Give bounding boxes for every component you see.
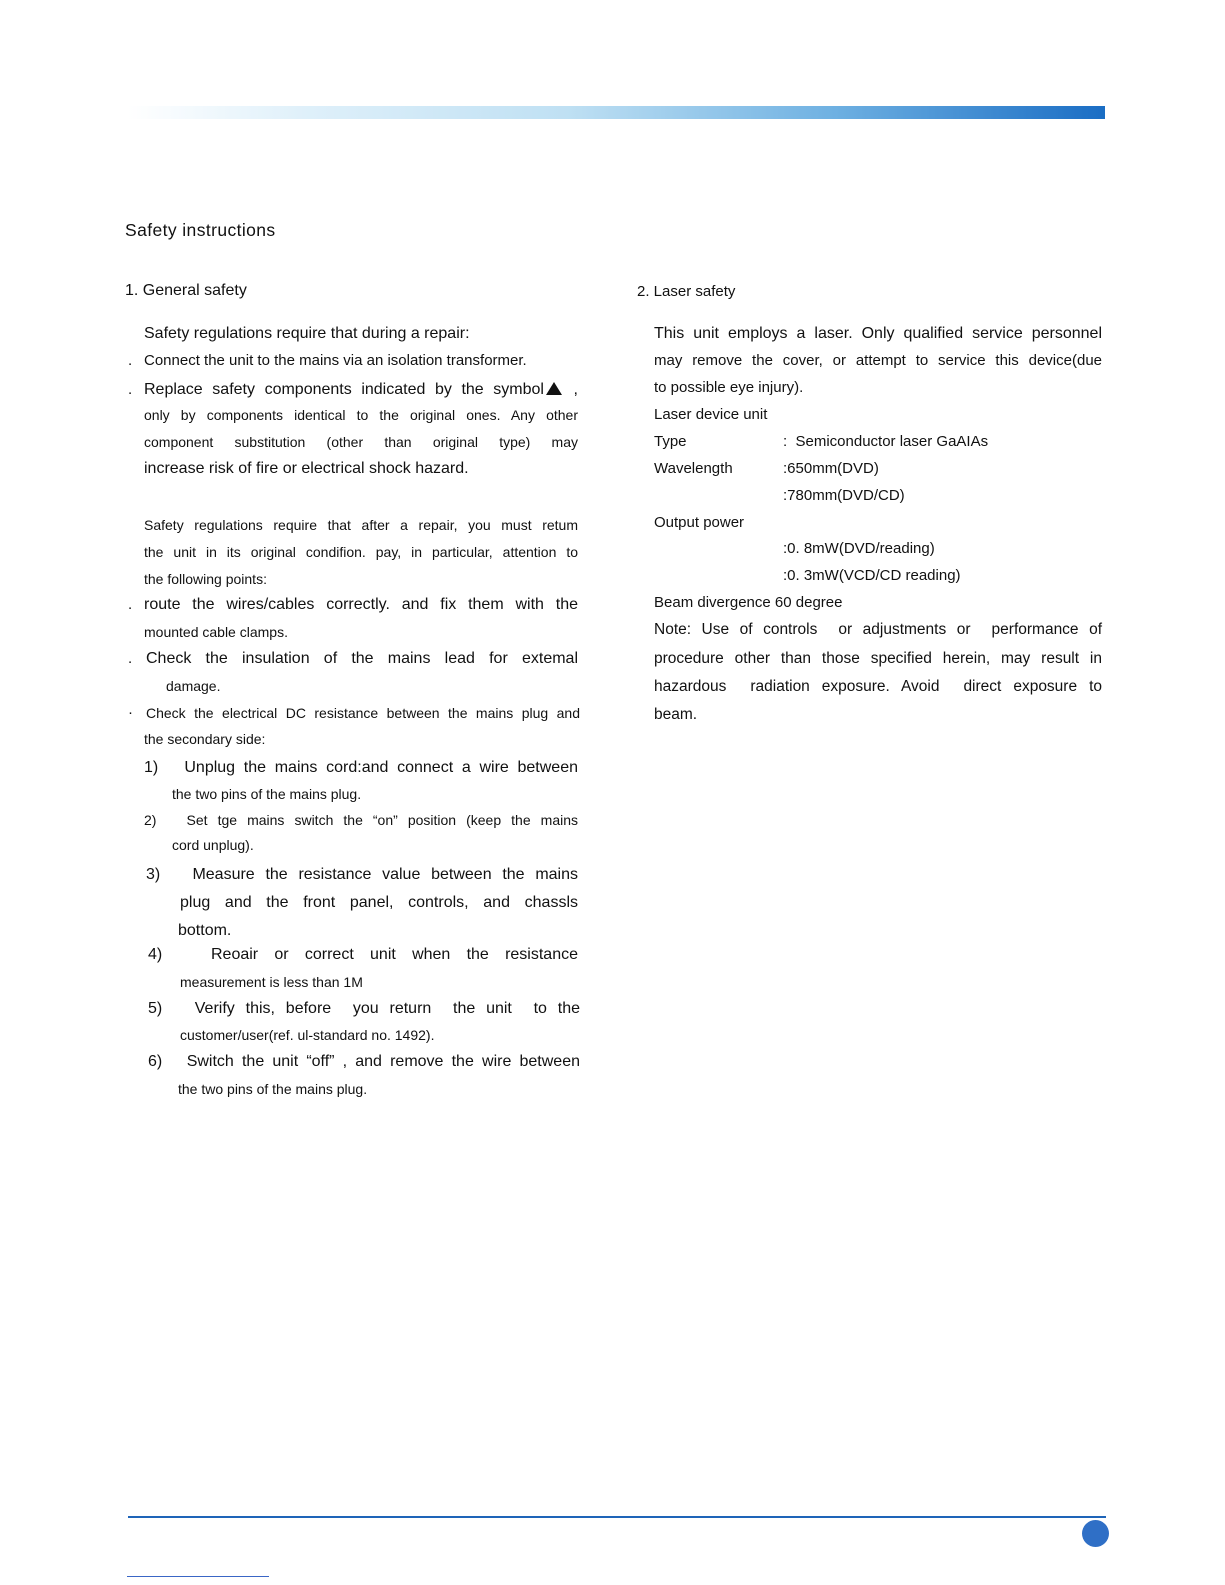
laser-paragraph-line-3: to possible eye injury). xyxy=(654,379,804,396)
laser-paragraph-line-1: This unit employs a laser. Only qualified service personnel xyxy=(654,325,1102,342)
laser-wavelength-cd: :780mm(DVD/CD) xyxy=(783,487,905,504)
replace-components-line-2: only by components identical to the original ones. Any other xyxy=(144,407,578,423)
step-4-line-2: measurement is less than 1M xyxy=(180,974,363,990)
point-route-wires: route the wires/cables correctly. and fix them with the xyxy=(144,596,578,613)
warning-triangle-icon xyxy=(546,382,562,395)
laser-type-value: : Semiconductor laser GaAIAs xyxy=(783,433,989,450)
footer-rule xyxy=(128,1516,1106,1518)
laser-wavelength-dvd: :650mm(DVD) xyxy=(783,460,879,477)
point-check-dc-resistance-line-2: the secondary side: xyxy=(144,731,266,747)
point-check-dc-resistance: Check the electrical DC resistance between the mains plug and xyxy=(146,705,580,721)
laser-paragraph-line-2: may remove the cover, or attempt to service this device(due xyxy=(654,352,1102,369)
point-check-insulation-line-2: damage. xyxy=(166,678,221,694)
step-4: 4) Reoair or correct unit when the resistance xyxy=(148,946,578,963)
replace-components-line-4: increase risk of fire or electrical shock hazard. xyxy=(144,460,469,477)
laser-safety-heading: 2. Laser safety xyxy=(637,283,736,300)
footer-underline xyxy=(127,1576,269,1577)
point-route-wires-line-2: mounted cable clamps. xyxy=(144,624,288,640)
after-repair-line-2: the unit in its original condifion. pay, in particular, attention to xyxy=(144,544,578,560)
laser-output-power-label: Output power xyxy=(654,514,745,531)
after-repair-line-1: Safety regulations require that after a repair, you must retum xyxy=(144,517,578,533)
step-3-line-3: bottom. xyxy=(178,922,232,939)
step-6-line-2: the two pins of the mains plug. xyxy=(178,1081,368,1097)
step-3-line-2: plug and the front panel, controls, and chassls xyxy=(180,894,578,911)
step-3: 3) Measure the resistance value between the mains xyxy=(146,866,578,883)
bullet-mark: . xyxy=(128,596,133,613)
step-2: 2) Set tge mains switch the “on” position (keep the mains xyxy=(144,812,578,828)
bullet-mark: · xyxy=(128,704,133,721)
step-2-line-2: cord unplug). xyxy=(172,837,254,853)
page-marker-dot xyxy=(1082,1520,1109,1547)
laser-type-label: Type xyxy=(654,433,687,450)
after-repair-line-3: the following points: xyxy=(144,571,267,587)
general-intro: Safety regulations require that during a repair: xyxy=(144,325,470,342)
laser-device-unit: Laser device unit xyxy=(654,406,768,423)
point-check-insulation: Check the insulation of the mains lead for extemal xyxy=(146,650,578,667)
laser-note-line-2: procedure other than those specified herein, may result in xyxy=(654,650,1102,667)
page-title: Safety instructions xyxy=(125,220,276,240)
laser-output-dvd: :0. 8mW(DVD/reading) xyxy=(783,540,935,557)
laser-note-line-3: hazardous radiation exposure. Avoid direct exposure to xyxy=(654,678,1102,695)
bullet-replace-components: Replace safety components indicated by the symbol , xyxy=(144,381,579,398)
step-1-line-2: the two pins of the mains plug. xyxy=(172,786,362,802)
general-safety-heading: 1. General safety xyxy=(125,282,247,299)
header-gradient-bar xyxy=(128,106,1105,119)
laser-note-line-1: Note: Use of controls or adjustments or performance of xyxy=(654,621,1102,638)
laser-beam-divergence: Beam divergence 60 degree xyxy=(654,594,843,611)
step-6: 6) Switch the unit “off” , and remove the wire between xyxy=(148,1053,580,1070)
step-5: 5) Verify this, before you return the unit to the xyxy=(148,1000,580,1017)
bullet-mark: . xyxy=(128,650,133,667)
replace-components-line-3: component substitution (other than original type) may xyxy=(144,434,578,450)
bullet-isolation-transformer: Connect the unit to the mains via an isolation transformer. xyxy=(144,352,527,369)
step-1: 1) Unplug the mains cord:and connect a wire between xyxy=(144,759,578,776)
laser-output-cd: :0. 3mW(VCD/CD reading) xyxy=(783,567,961,584)
bullet-mark: . xyxy=(128,381,133,398)
laser-wavelength-label: Wavelength xyxy=(654,460,733,477)
laser-note-line-4: beam. xyxy=(654,706,698,723)
step-5-line-2: customer/user(ref. ul-standard no. 1492). xyxy=(180,1027,435,1043)
bullet-mark: . xyxy=(128,352,133,369)
